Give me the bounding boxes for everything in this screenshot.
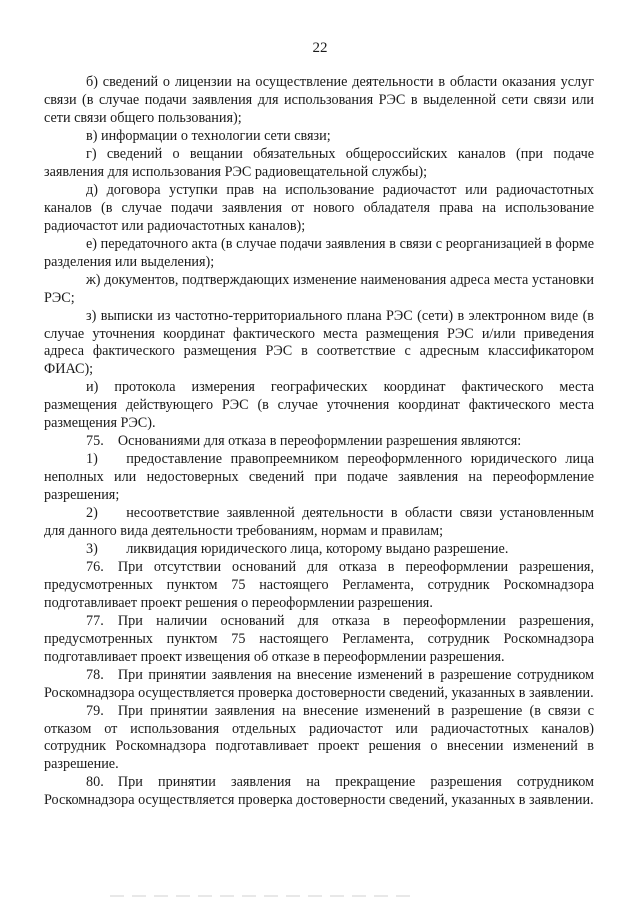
list-item-2: 2) несоответствие заявленной деятельности в области связи установленным для данного вида деятельности требованиям, нормам и правилам; [44,505,594,539]
document-body [44,74,594,810]
page-number: 22 [312,40,328,56]
paragraph-78: 78. При принятии заявления на внесение изменений в разрешение сотрудником Роскомнадзора осуществляется проверка достоверности сведений, указанных в заявлении. [44,666,594,701]
paragraph-e: е) передаточного акта (в случае подачи заявления в связи с реорганизацией в форме разделения или выделения); [44,235,594,270]
list-item-1: 1) предоставление правопреемником переоформленного юридического лица неполных или недостоверных сведений при подаче заявления на переоформление разрешения; [44,451,594,503]
paragraph-d: д) договора уступки прав на использование радиочастот или радиочастотных каналов (в случае подачи заявления от нового обладателя права на использование радиочастот или радиочастотных каналов); [44,181,594,234]
paragraph-z: з) выписки из частотно-территориального плана РЭС (сети) в электронном виде (в случае уточнения координат фактического места размещения РЭС и/или приведения адреса фактического размещения РЭС в соответствие с адресным классификатором ФИАС); [44,307,594,378]
paragraph-v: в) информации о технологии сети связи; [86,127,331,144]
list-item-3: 3) ликвидация юридического лица, которому выдано разрешение. [86,541,509,558]
paragraph-b: б) сведений о лицензии на осуществление деятельности в области оказания услуг связи (в случае подачи заявления для использования РЭС в выделенной сети связи или сети связи общего пользования); [44,74,594,126]
paragraph-zh: ж) документов, подтверждающих изменение наименования адреса места установки РЭС; [44,271,594,306]
paragraph-i: и) протокола измерения географических координат фактического места размещения действующего РЭС (в случае уточнения координат фактического места размещения РЭС). [44,379,594,431]
paragraph-75: 75. Основаниями для отказа в переоформлении разрешения являются: [86,433,522,450]
scan-artifact-line [110,895,410,897]
paragraph-g: г) сведений о вещании обязательных общероссийских каналов (при подаче заявления для использования РЭС радиовещательной службы); [44,145,594,180]
paragraph-76: 76. При отсутствии оснований для отказа в переоформлении разрешения, предусмотренных пунктом 75 настоящего Регламента, сотрудник Роскомнадзора подготавливает проект решения о переоформлении разрешения. [44,559,594,611]
paragraph-80: 80. При принятии заявления на прекращение разрешения сотрудником Роскомнадзора осуществляется проверка достоверности сведений, указанных в заявлении. [44,774,594,809]
paragraph-79: 79. При принятии заявления на внесение изменений в разрешение (в связи с отказом от использования отдельных радиочастот или радиочастотных каналов) сотрудник Роскомнадзора подготавливает проект решения о внесении изменений в разрешение. [44,702,594,773]
paragraph-77: 77. При наличии оснований для отказа в переоформлении разрешения, предусмотренных пунктом 75 настоящего Регламента, сотрудник Роскомнадзора подготавливает проект извещения об отказе в переоформлении разрешения. [44,612,594,665]
